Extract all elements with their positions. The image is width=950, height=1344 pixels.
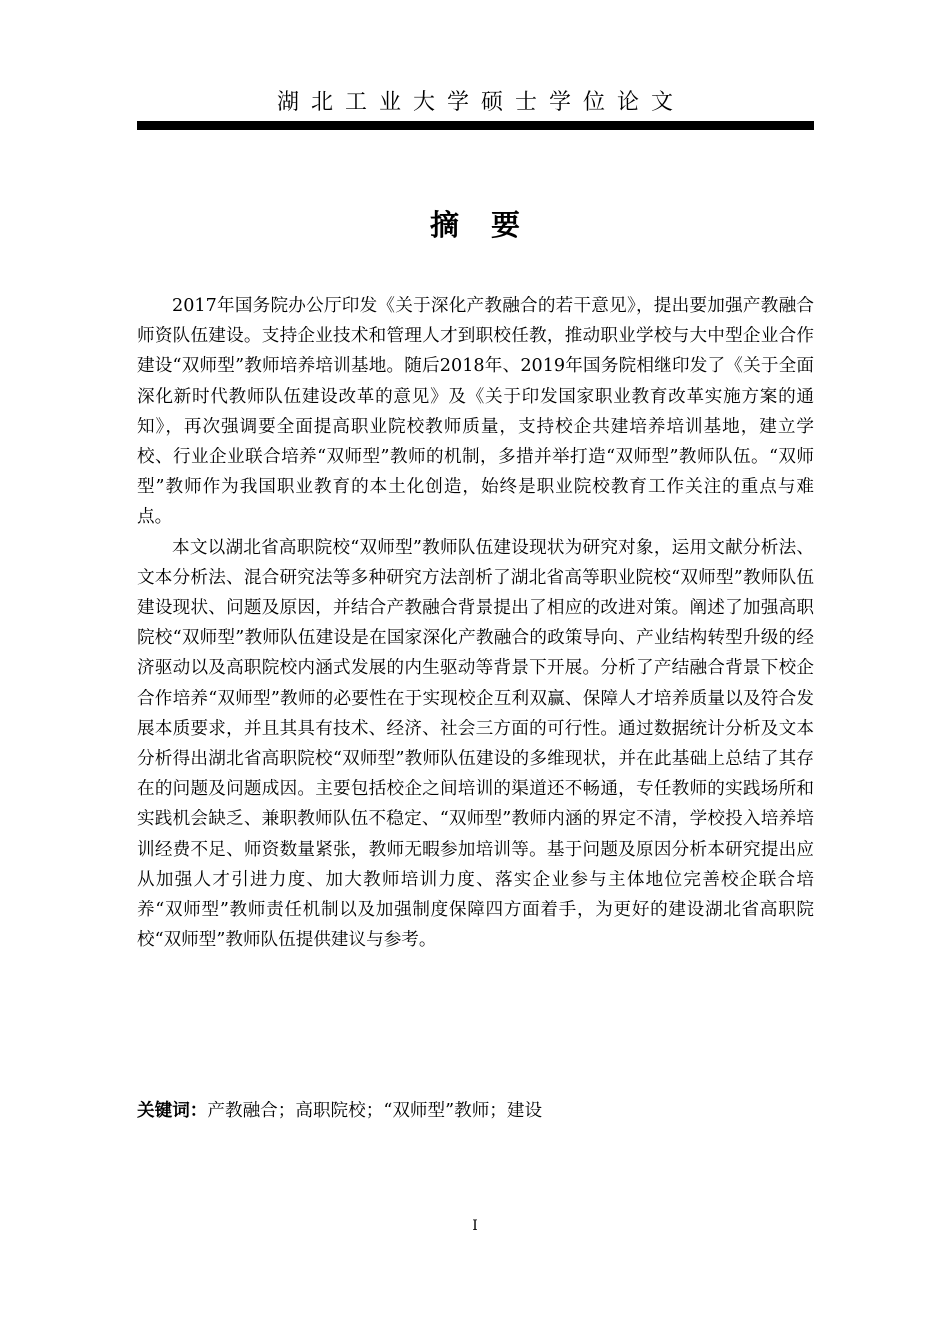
keywords-line <box>137 1096 814 1126</box>
abstract-body <box>137 291 814 955</box>
running-header-title: 湖北工业大学硕士学位论文 <box>276 90 685 115</box>
page-number: I <box>472 1218 478 1234</box>
abstract-paragraph-1: 2017年国务院办公厅印发《关于深化产教融合的若干意见》，提出要加强产教融合师资队伍建设。支持企业技术和管理人才到职校任教，推动职业学校与大中型企业合作建设“双师型”教师培养培训基地。随后2018年、2019年国务院相继印发了《关于全面深化新时代教师队伍建设改革的意见》及《关于印发国家职业教育改革实施方案的通知》，再次强调要全面提高职业院校教师质量，支持校企共建培养培训基地，建立学校、行业企业联合培养“双师型”教师的机制，多措并举打造“双师型”教师队伍。“双师型”教师作为我国职业教育的本土化创造，始终是职业院校教育工作关注的重点与难点。 <box>137 296 814 528</box>
abstract-paragraph-2: 本文以湖北省高职院校“双师型”教师队伍建设现状为研究对象，运用文献分析法、文本分析法、混合研究法等多种研究方法剖析了湖北省高等职业院校“双师型”教师队伍建设现状、问题及原因，并结合产教融合背景提出了相应的改进对策。阐述了加强高职院校“双师型”教师队伍建设是在国家深化产教融合的政策导向、产业结构转型升级的经济驱动以及高职院校内涵式发展的内生驱动等背景下开展。分析了产结融合背景下校企合作培养“双师型”教师的必要性在于实现校企互利双赢、保障人才培养质量以及符合发展本质要求，并且其具有技术、经济、社会三方面的可行性。通过数据统计分析及文本分析得出湖北省高职院校“双师型”教师队伍建设的多维现状，并在此基础上总结了其存在的问题及问题成因。主要包括校企之间培训的渠道还不畅通，专任教师的实践场所和实践机会缺乏、兼职教师队伍不稳定、“双师型”教师内涵的界定不清，学校投入培养培训经费不足、师资数量紧张，教师无暇参加培训等。基于问题及原因分析本研究提出应从加强人才引进力度、加大教师培训力度、落实企业参与主体地位完善校企联合培养“双师型”教师责任机制以及加强制度保障四方面着手，为更好的建设湖北省高职院校“双师型”教师队伍提供建议与参考。 <box>137 537 814 951</box>
keywords-label: 关键词： <box>137 1101 208 1121</box>
keywords-value: 产教融合；高职院校；“双师型”教师；建设 <box>207 1101 543 1121</box>
abstract-title: 摘要 <box>429 208 552 242</box>
header-rule <box>137 121 814 130</box>
